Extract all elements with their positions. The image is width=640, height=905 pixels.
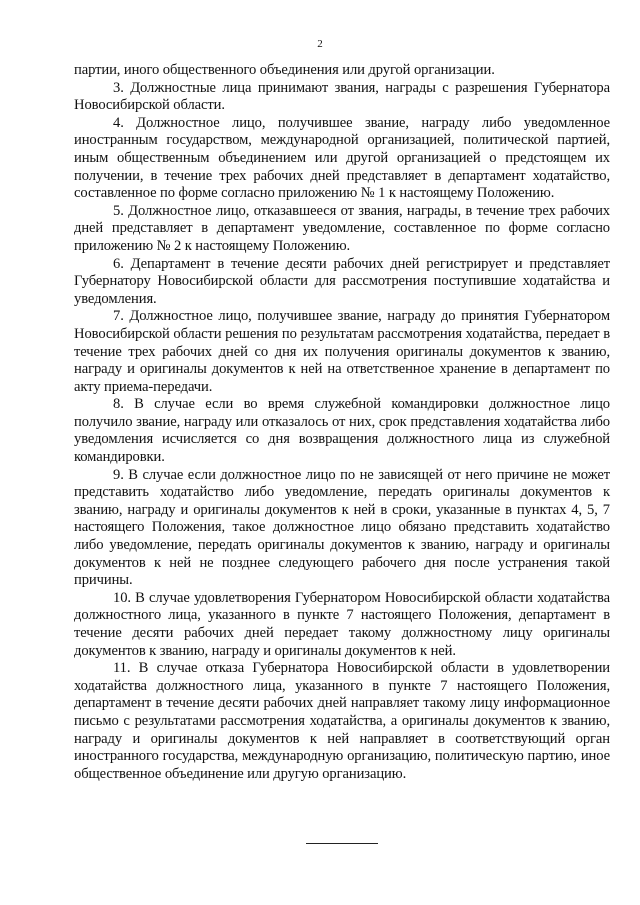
document-body	[74, 62, 610, 783]
paragraph-5: 5. Должностное лицо, отказавшееся от звания, награды, в течение трех рабочих дней представляет в департамент уведомление, составленное по форме согласно приложению № 2 к настоящему Положению.	[74, 202, 610, 254]
paragraph-4: 4. Должностное лицо, получившее звание, награду либо уведомленное иностранным государством, международной организацией, политической партией, иным общественным объединением или другой организацией о предстоящем их получении, в течение трех рабочих дней представляет в департамент ходатайство, составленное по форме согласно приложению № 1 к настоящему Положению.	[74, 114, 610, 202]
paragraph-continuation: партии, иного общественного объединения или другой организации.	[74, 62, 495, 78]
paragraph-11: 11. В случае отказа Губернатора Новосибирской области в удовлетворении ходатайства должностного лица, указанного в пункте 7 настоящего Положения, департамент в течение десяти рабочих дней направляет такому лицу информационное письмо с результатами рассмотрения ходатайства, а оригиналы документов к званию, награду и оригиналы документов к ней направляет в соответствующий орган иностранного государства, международную организацию, политическую партию, иное общественное объединение или другую организацию.	[74, 660, 610, 782]
page-number: 2	[317, 38, 323, 50]
paragraph-10: 10. В случае удовлетворения Губернатором Новосибирской области ходатайства должностного лица, указанного в пункте 7 настоящего Положения, департамент в течение десяти рабочих дней передает такому должностному лицу оригиналы документов к званию, награду и оригиналы документов к ней.	[74, 589, 610, 659]
end-of-text-rule	[306, 843, 378, 844]
paragraph-6: 6. Департамент в течение десяти рабочих дней регистрирует и представляет Губернатору Новосибирской области для рассмотрения поступившие ходатайства и уведомления.	[74, 255, 610, 307]
paragraph-7: 7. Должностное лицо, получившее звание, награду до принятия Губернатором Новосибирской области решения по результатам рассмотрения ходатайства, передает в течение трех рабочих дней со дня их получения оригиналы документов к званию, награду и оригиналы документов к ней на ответственное хранение в департамент по акту приема-передачи.	[74, 308, 610, 395]
paragraph-3: 3. Должностные лица принимают звания, награды с разрешения Губернатора Новосибирской области.	[74, 79, 610, 114]
paragraph-8: 8. В случае если во время служебной командировки должностное лицо получило звание, награду или отказалось от них, срок представления ходатайства либо уведомления исчисляется со дня возвращения должностного лица из служебной командировки.	[74, 396, 610, 466]
paragraph-9: 9. В случае если должностное лицо по не зависящей от него причине не может представить ходатайство либо уведомление, передать оригиналы документов к званию, награду и оригиналы документов к ней в сроки, указанные в пунктах 4, 5, 7 настоящего Положения, такое должностное лицо обязано представить ходатайство либо уведомление, передать оригиналы документов к званию, награду и оригиналы документов к ней не позднее следующего рабочего дня после устранения такой причины.	[74, 466, 610, 589]
